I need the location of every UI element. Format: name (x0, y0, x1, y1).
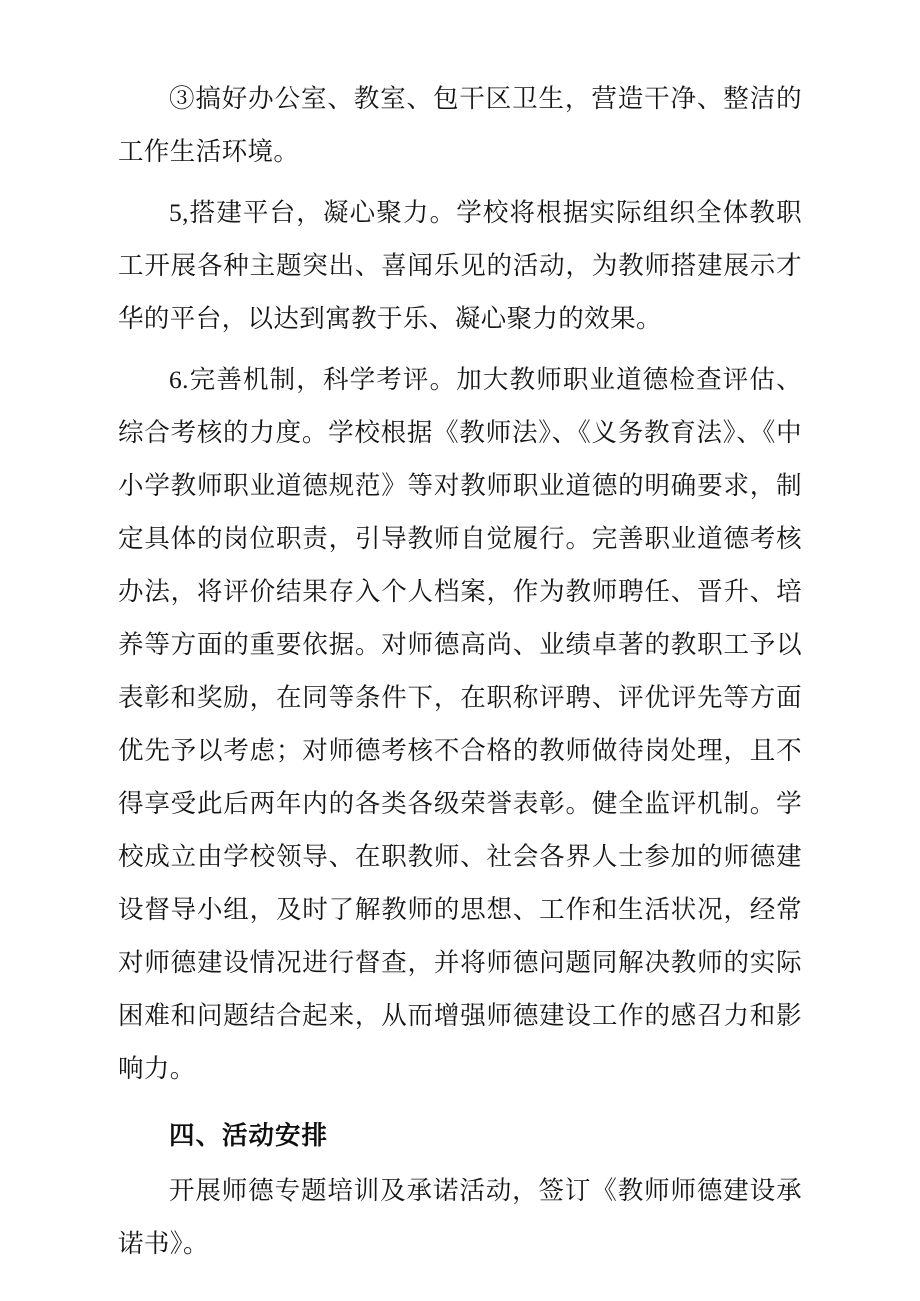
paragraph-item-5: 5,搭建平台，凝心聚力。学校将根据实际组织全体教职工开展各种主题突出、喜闻乐见的活动，为教师搭建展示才华的平台，以达到寓教于乐、凝心聚力的效果。 (118, 198, 802, 333)
paragraph-activity-arrangement-body: 开展师德专题培训及承诺活动，签订《教师师德建设承诺书》。 (118, 1176, 802, 1258)
paragraph-item-6: 6.完善机制，科学考评。加大教师职业道德检查评估、综合考核的力度。学校根据《教师法》、《义务教育法》、《中小学教师职业道德规范》等对教师职业道德的明确要求，制定具体的岗位职责，引导教师自觉履行。完善职业道德考核办法，将评价结果存入个人档案，作为教师聘任、晋升、培养等方面的重要依据。对师德高尚、业绩卓著的教职工予以表彰和奖励，在同等条件下，在职称评聘、评优评先等方面优先予以考虑；对师德考核不合格的教师做待岗处理，且不得享受此后两年内的各类各级荣誉表彰。健全监评机制。学校成立由学校领导、在职教师、社会各界人士参加的师德建设督导小组，及时了解教师的思想、工作和生活状况，经常对师德建设情况进行督查，并将师德问题同解决教师的实际困难和问题结合起来，从而增强师德建设工作的感召力和影响力。 (118, 365, 802, 1083)
paragraph-item-3: ③搞好办公室、教室、包干区卫生，营造干净、整洁的工作生活环境。 (118, 84, 802, 166)
section-heading-activity-arrangement: 四、活动安排 (169, 1121, 329, 1150)
